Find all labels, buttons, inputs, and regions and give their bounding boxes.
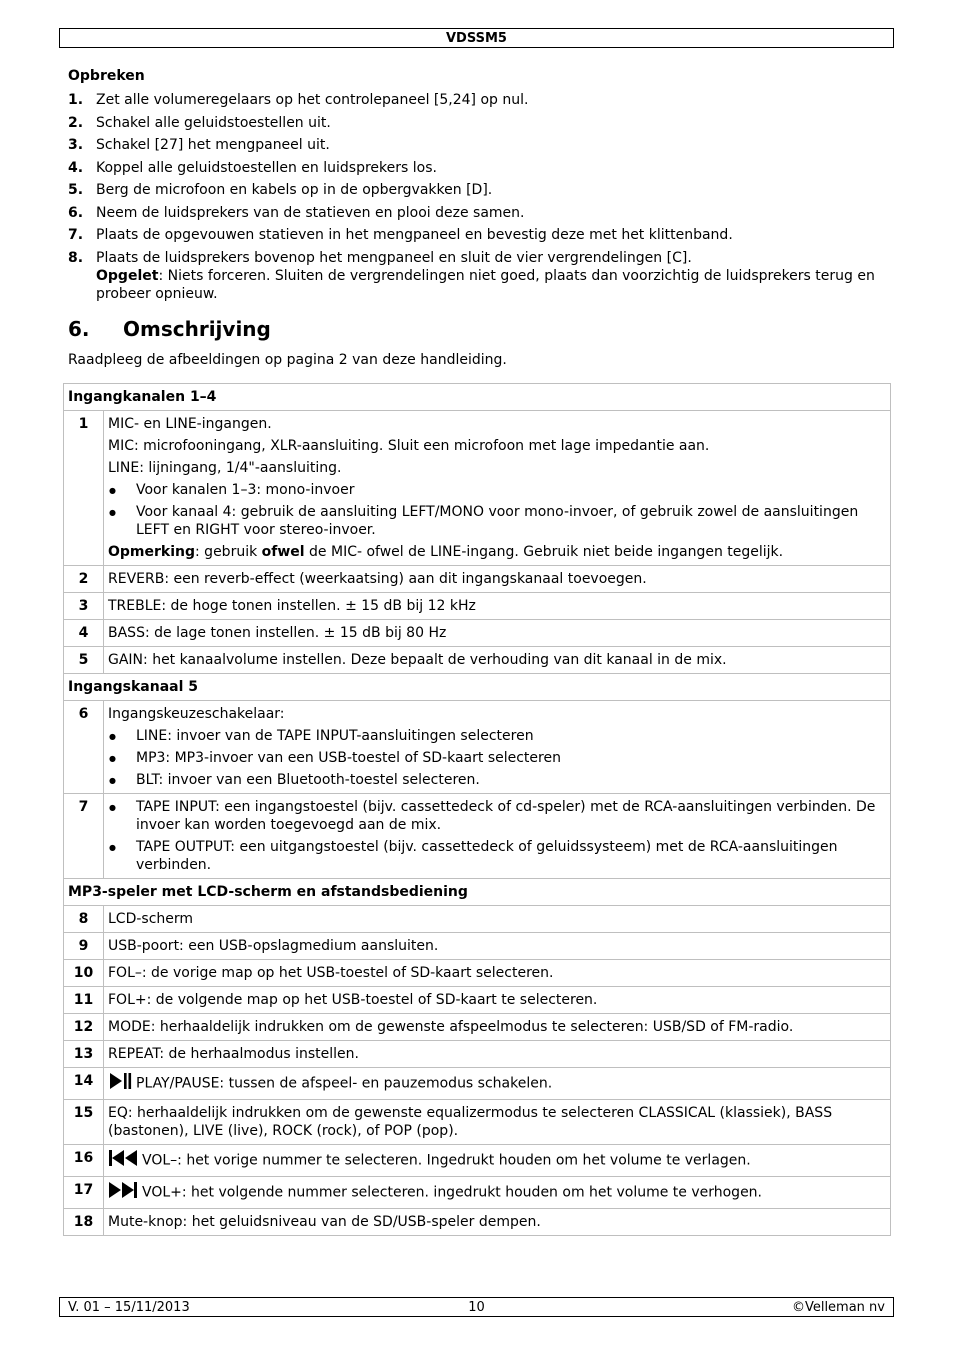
table-row: [64, 1145, 891, 1177]
bullet-item: ● TAPE INPUT: een ingangstoestel (bijv. cassettedeck of cd-speler) met de RCA-aansluitingen verbinden. De invoer kan worden toegevoegd aan de mix.: [108, 798, 886, 834]
row-number: 3: [64, 593, 104, 620]
description-table: [63, 383, 891, 1236]
list-item: [68, 249, 888, 303]
row-description: [104, 411, 891, 566]
row-description: LCD-scherm: [104, 906, 891, 933]
page-number: 10: [468, 1300, 485, 1315]
row-number: 6: [64, 701, 104, 794]
next-track-icon: [108, 1181, 138, 1204]
row-number: 18: [64, 1209, 104, 1236]
step-text: Plaats de luidsprekers bovenop het mengpaneel en sluit de vier vergrendelingen [C].: [96, 249, 692, 266]
bullet-item: ● BLT: invoer van een Bluetooth-toestel selecteren.: [108, 771, 886, 789]
row-text: Ingangskeuzeschakelaar:: [108, 706, 285, 722]
step-number: 4.: [68, 159, 84, 176]
step-number: 3.: [68, 137, 84, 153]
bullet-list: [108, 481, 886, 539]
copyright: ©Velleman nv: [791, 1300, 885, 1315]
row-text: LINE: lijningang, 1/4"-aansluiting.: [108, 460, 342, 476]
list-item: [68, 136, 888, 154]
step-text: Schakel alle geluidstoestellen uit.: [96, 114, 331, 131]
row-description: FOL–: de vorige map op het USB-toestel of SD-kaart selecteren.: [104, 960, 891, 987]
row-number: 4: [64, 620, 104, 647]
step-number: 7.: [68, 227, 84, 243]
bullet-list: [108, 727, 886, 789]
row-number: 13: [64, 1041, 104, 1068]
step-text: Berg de microfoon en kabels op in de opbergvakken [D].: [96, 182, 493, 198]
step-text-block: [96, 249, 888, 303]
row-description: GAIN: het kanaalvolume instellen. Deze bepaalt de verhouding van dit kanaal in de mix.: [104, 647, 891, 674]
row-text: MIC: microfooningang, XLR-aansluiting. Sluit een microfoon met lage impedantie aan.: [108, 438, 710, 454]
version-date: V. 01 – 15/11/2013: [68, 1300, 190, 1315]
page-header: VDSSM5: [59, 28, 894, 48]
teardown-steps: [68, 91, 888, 307]
step-number: 5.: [68, 182, 84, 198]
row-description: Mute-knop: het geluidsniveau van de SD/USB-speler dempen.: [104, 1209, 891, 1236]
table-row: [64, 933, 891, 960]
step-text: Neem de luidsprekers van de statieven en plooi deze samen.: [96, 204, 525, 221]
note-text: de MIC- ofwel de LINE-ingang. Gebruik niet beide ingangen tegelijk.: [304, 544, 784, 560]
table-row: [64, 566, 891, 593]
row-text: VOL+: het volgende nummer selecteren. ingedrukt houden om het volume te verhogen.: [142, 1184, 762, 1201]
table-row: [64, 987, 891, 1014]
step-text: Zet alle volumeregelaars op het controlepaneel [5,24] op nul.: [96, 92, 529, 108]
list-item: [68, 181, 888, 199]
step-number: 1.: [68, 92, 84, 108]
table-group-header: [64, 879, 891, 906]
list-item: [68, 159, 888, 177]
row-description: [104, 1145, 891, 1177]
row-number: 12: [64, 1014, 104, 1041]
row-number: 10: [64, 960, 104, 987]
table-row: [64, 593, 891, 620]
bullet-item: ● MP3: MP3-invoer van een USB-toestel of SD-kaart selecteren: [108, 749, 886, 767]
row-description: BASS: de lage tonen instellen. ± 15 dB bij 80 Hz: [104, 620, 891, 647]
table-row: [64, 1068, 891, 1100]
table-row: [64, 701, 891, 794]
bullet-item: ● TAPE OUTPUT: een uitgangstoestel (bijv. cassettedeck of geluidssysteem) met de RCA-aansluitingen verbinden.: [108, 838, 886, 874]
row-description: USB-poort: een USB-opslagmedium aansluiten.: [104, 933, 891, 960]
bullet-item: ● Voor kanaal 4: gebruik de aansluiting LEFT/MONO voor mono-invoer, of gebruik zowel de aansluitingen LEFT en RIGHT voor stereo-invoer.: [108, 503, 886, 539]
row-number: 11: [64, 987, 104, 1014]
row-number: 14: [64, 1068, 104, 1100]
row-number: 2: [64, 566, 104, 593]
page-footer: [59, 1297, 894, 1317]
row-text: MIC- en LINE-ingangen.: [108, 416, 272, 432]
caution-text: : Niets forceren. Sluiten de vergrendelingen niet goed, plaats dan voorzichtig de luidsprekers terug en probeer opnieuw.: [96, 267, 875, 302]
row-number: 1: [64, 411, 104, 566]
step-text: Plaats de opgevouwen statieven in het mengpaneel en bevestig deze met het klittenband.: [96, 227, 733, 243]
table-row: [64, 1177, 891, 1209]
list-item: [68, 91, 888, 109]
table-row: [64, 906, 891, 933]
row-number: 5: [64, 647, 104, 674]
note-text: : gebruik: [195, 544, 262, 560]
group-title: Ingangkanalen 1–4: [64, 384, 891, 411]
table-row: [64, 960, 891, 987]
teardown-heading: Opbreken: [68, 68, 145, 84]
step-number: 8.: [68, 249, 84, 266]
row-description: TREBLE: de hoge tonen instellen. ± 15 dB bij 12 kHz: [104, 593, 891, 620]
row-description: REPEAT: de herhaalmodus instellen.: [104, 1041, 891, 1068]
list-item: [68, 226, 888, 244]
table-row: [64, 1014, 891, 1041]
caution-label: Opgelet: [96, 267, 159, 284]
row-description: [104, 1068, 891, 1100]
row-description: [104, 1177, 891, 1209]
bullet-item: ● LINE: invoer van de TAPE INPUT-aansluitingen selecteren: [108, 727, 886, 745]
group-title: MP3-speler met LCD-scherm en afstandsbediening: [64, 879, 891, 906]
bullet-list: [108, 798, 886, 874]
previous-track-icon: [108, 1149, 138, 1172]
row-description: MODE: herhaaldelijk indrukken om de gewenste afspeelmodus te selecteren: USB/SD of FM-radio.: [104, 1014, 891, 1041]
bullet-item: ● Voor kanalen 1–3: mono-invoer: [108, 481, 886, 499]
section-intro: Raadpleeg de afbeeldingen op pagina 2 van deze handleiding.: [68, 352, 507, 368]
row-description: [104, 701, 891, 794]
table-row: [64, 411, 891, 566]
table-row: [64, 1100, 891, 1145]
row-text: VOL–: het vorige nummer te selecteren. Ingedrukt houden om het volume te verlagen.: [142, 1152, 751, 1169]
row-number: 8: [64, 906, 104, 933]
table-group-header: [64, 384, 891, 411]
row-description: REVERB: een reverb-effect (weerkaatsing) aan dit ingangskanaal toevoegen.: [104, 566, 891, 593]
section-heading: [68, 317, 271, 341]
row-description: FOL+: de volgende map op het USB-toestel of SD-kaart te selecteren.: [104, 987, 891, 1014]
step-text: Koppel alle geluidstoestellen en luidsprekers los.: [96, 159, 437, 176]
table-group-header: [64, 674, 891, 701]
play-pause-icon: [108, 1072, 132, 1095]
table-row: [64, 794, 891, 879]
row-description: [104, 794, 891, 879]
section-title: Omschrijving: [123, 317, 271, 341]
step-text: Schakel [27] het mengpaneel uit.: [96, 137, 330, 153]
section-number: 6.: [68, 317, 90, 341]
row-note: [108, 543, 886, 561]
note-label: Opmerking: [108, 544, 196, 560]
row-description: EQ: herhaaldelijk indrukken om de gewenste equalizermodus te selecteren CLASSICAL (klassiek), BASS (bastonen), LIVE (live), ROCK (rock), of POP (pop).: [104, 1100, 891, 1145]
group-title: Ingangskanaal 5: [64, 674, 891, 701]
step-number: 2.: [68, 114, 84, 131]
row-number: 16: [64, 1145, 104, 1177]
row-text: PLAY/PAUSE: tussen de afspeel- en pauzemodus schakelen.: [136, 1075, 553, 1092]
note-emphasis: ofwel: [261, 544, 305, 560]
table-row: [64, 620, 891, 647]
table-row: [64, 1041, 891, 1068]
table-row: [64, 647, 891, 674]
list-item: [68, 114, 888, 132]
row-number: 15: [64, 1100, 104, 1145]
row-number: 17: [64, 1177, 104, 1209]
table-row: [64, 1209, 891, 1236]
row-number: 9: [64, 933, 104, 960]
row-number: 7: [64, 794, 104, 879]
step-number: 6.: [68, 204, 84, 221]
list-item: [68, 204, 888, 222]
